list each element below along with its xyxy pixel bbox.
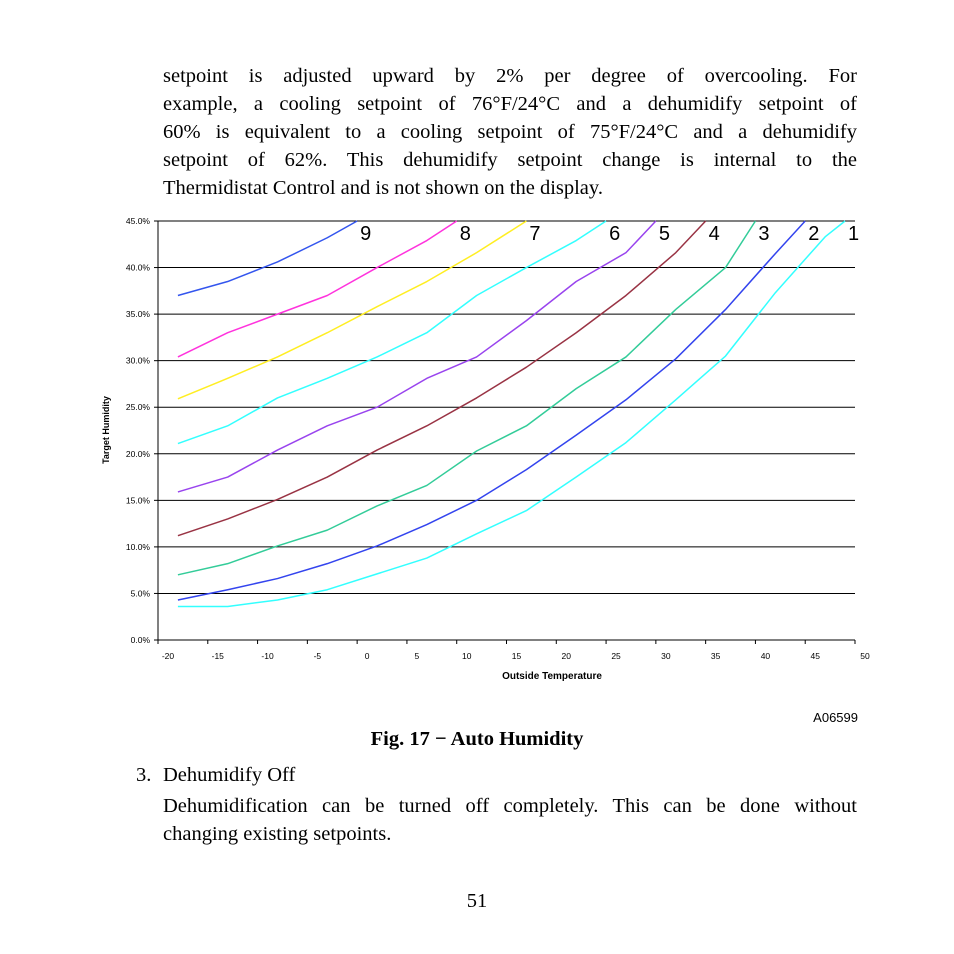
- series-line-3: [178, 221, 756, 575]
- page-number: 51: [466, 890, 488, 912]
- curve-label-6: 6: [609, 223, 621, 245]
- x-tick-label: 50: [860, 651, 870, 661]
- x-tick-label: 25: [611, 651, 621, 661]
- y-tick-label: 0.0%: [130, 635, 150, 645]
- intro-line: setpoint of 62%. This dehumidify setpoint change is internal to the: [163, 149, 857, 171]
- curve-label-9: 9: [360, 223, 372, 245]
- curve-label-3: 3: [758, 223, 770, 245]
- intro-paragraph: [163, 62, 857, 202]
- series-line-2: [178, 221, 805, 600]
- x-tick-label: 20: [561, 651, 572, 661]
- y-tick-label: 15.0%: [125, 495, 150, 506]
- y-tick-label: 30.0%: [125, 355, 150, 366]
- y-axis-label: Target Humidity: [101, 396, 111, 464]
- list-body-line: changing existing setpoints.: [163, 823, 392, 845]
- list-heading: Dehumidify Off: [163, 764, 296, 786]
- chart-series: [178, 221, 845, 606]
- curve-label-5: 5: [658, 223, 670, 245]
- y-tick-label: 35.0%: [125, 309, 150, 320]
- intro-line: setpoint is adjusted upward by 2% per degree of overcooling. For: [163, 65, 857, 87]
- auto-humidity-chart: [100, 210, 870, 690]
- x-axis-label: Outside Temperature: [502, 671, 602, 682]
- y-tick-label: 10.0%: [125, 541, 150, 552]
- list-body-line: Dehumidification can be turned off completely. This can be done without: [163, 795, 857, 817]
- x-tick-label: 35: [710, 651, 721, 661]
- y-tick-label: 40.0%: [125, 262, 150, 273]
- y-tick-label: 25.0%: [125, 402, 150, 413]
- figure-caption: Fig. 17 − Auto Humidity: [370, 728, 584, 750]
- intro-line: Thermidistat Control and is not shown on the display.: [163, 177, 603, 199]
- curve-labels: [360, 223, 859, 245]
- y-tick-labels: [126, 216, 151, 645]
- series-line-9: [178, 221, 357, 295]
- curve-label-7: 7: [529, 223, 541, 245]
- series-line-7: [178, 221, 527, 399]
- series-line-6: [178, 221, 606, 444]
- x-tick-label: 5: [414, 651, 420, 661]
- chart-grid: [158, 221, 855, 593]
- x-tick-label: 45: [810, 651, 820, 661]
- x-tick-label: -5: [313, 651, 322, 661]
- list-body: [163, 792, 857, 848]
- series-line-1: [178, 221, 845, 606]
- x-tick-label: 30: [661, 651, 671, 661]
- x-tick-label: 10: [461, 651, 472, 661]
- intro-line: 60% is equivalent to a cooling setpoint of 75°F/24°C and a dehumidify: [163, 121, 857, 143]
- intro-line: example, a cooling setpoint of 76°F/24°C and a dehumidify setpoint of: [163, 93, 857, 115]
- y-tick-label: 5.0%: [130, 588, 150, 599]
- figure-id: A06599: [813, 710, 858, 725]
- x-tick-label: 40: [760, 651, 771, 661]
- curve-label-8: 8: [459, 223, 471, 245]
- x-tick-label: -10: [261, 651, 274, 661]
- series-line-8: [178, 221, 457, 357]
- x-tick-label: -15: [211, 651, 224, 661]
- x-tick-label: 15: [511, 651, 522, 661]
- x-tick-label: -20: [161, 651, 175, 661]
- y-tick-label: 20.0%: [125, 448, 150, 459]
- series-line-5: [178, 221, 656, 492]
- series-line-4: [178, 221, 706, 536]
- x-tick-labels: [162, 651, 870, 661]
- curve-label-2: 2: [808, 223, 820, 245]
- curve-label-1: 1: [848, 223, 860, 245]
- chart-axes: [154, 221, 855, 644]
- list-number: 3.: [136, 764, 152, 786]
- curve-label-4: 4: [708, 223, 720, 245]
- y-tick-label: 45.0%: [125, 216, 150, 226]
- x-tick-label: 0: [364, 651, 370, 661]
